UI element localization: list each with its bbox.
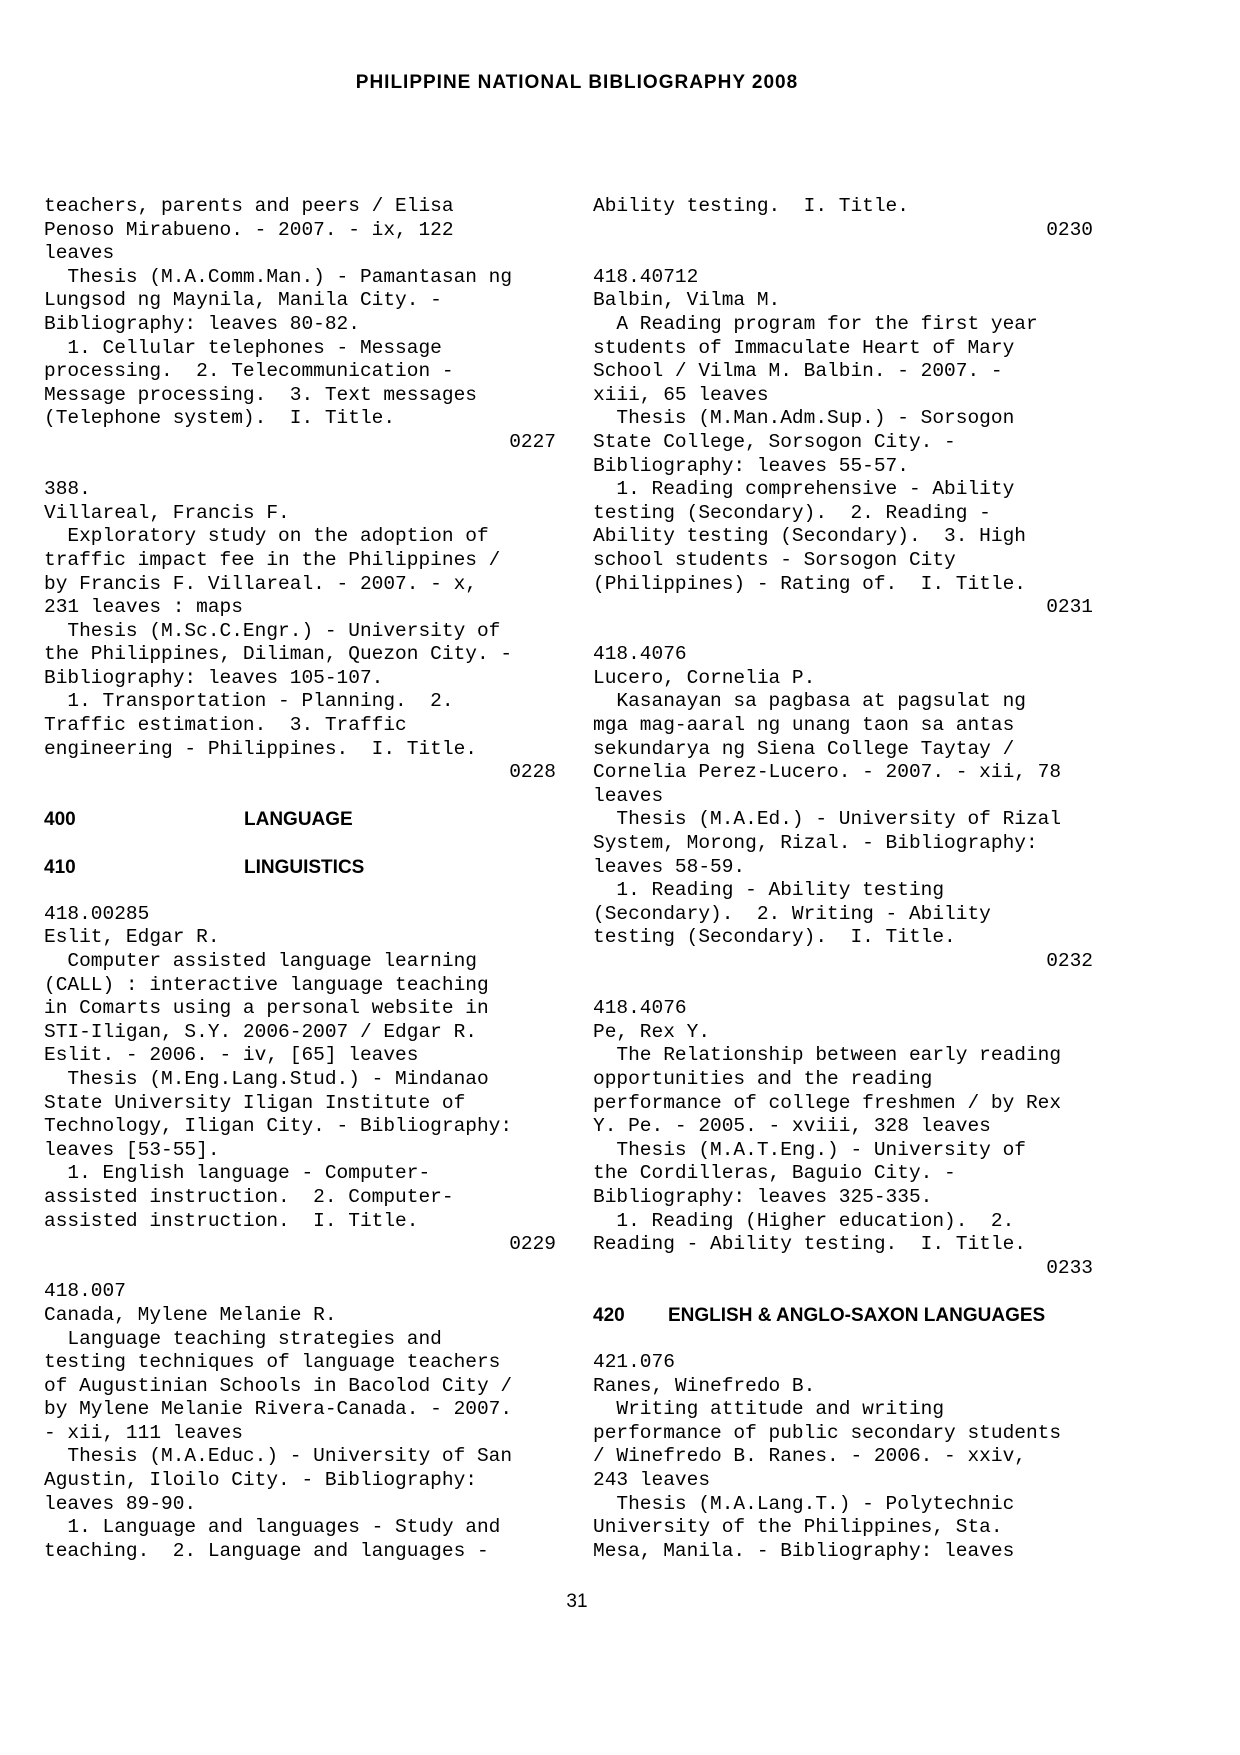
- entry-line: 421.076: [593, 1351, 675, 1374]
- entry-line: University of the Philippines, Sta.: [593, 1516, 1003, 1539]
- entry-line: 388.: [44, 478, 91, 501]
- entry-line: 418.4076: [593, 643, 687, 666]
- section-label: LANGUAGE: [244, 809, 353, 831]
- entry-line: Thesis (M.A.Lang.T.) - Polytechnic: [593, 1492, 1015, 1515]
- blank-line: [44, 455, 556, 479]
- entry-line: students of Immaculate Heart of Mary: [593, 336, 1015, 359]
- entry-line: 1. Reading (Higher education). 2.: [593, 1209, 1015, 1232]
- entry-number: 0229: [509, 1233, 556, 1256]
- entry-number: 0228: [509, 761, 556, 784]
- entry-line: A Reading program for the first year: [593, 312, 1038, 335]
- section-heading: [593, 1304, 1093, 1328]
- entry-line: / Winefredo B. Ranes. - 2006. - xxiv,: [593, 1445, 1026, 1468]
- entry-line: traffic impact fee in the Philippines /: [44, 548, 501, 571]
- entry-line: Exploratory study on the adoption of: [44, 525, 489, 548]
- entry-line: Thesis (M.Man.Adm.Sup.) - Sorsogon: [593, 407, 1015, 430]
- entry-line: Ability testing. I. Title.: [593, 195, 909, 217]
- entry-line: Thesis (M.A.T.Eng.) - University of: [593, 1138, 1026, 1161]
- entry-line: Bibliography: leaves 80-82.: [44, 312, 360, 335]
- entry-line: Thesis (M.A.Ed.) - University of Rizal: [593, 808, 1062, 831]
- entry-line: leaves: [593, 784, 664, 807]
- entry-line: Thesis (M.A.Comm.Man.) - Pamantasan ng: [44, 265, 513, 288]
- entry-line: 418.4076: [593, 997, 687, 1020]
- section-code: 420: [593, 1304, 625, 1326]
- blank-line: [593, 620, 1093, 644]
- right-column: [593, 195, 1093, 1563]
- entry-line: Balbin, Vilma M.: [593, 289, 781, 312]
- page-number: 31: [566, 1591, 588, 1612]
- entry-line: Message processing. 3. Text messages: [44, 383, 477, 406]
- entry-line: leaves 89-90.: [44, 1492, 197, 1515]
- entry-line: Eslit, Edgar R.: [44, 926, 220, 949]
- entry-line: Eslit. - 2006. - iv, [65] leaves: [44, 1044, 419, 1067]
- entry-line: 1. Language and languages - Study and: [44, 1516, 501, 1539]
- entry-line: opportunities and the reading: [593, 1067, 933, 1090]
- entry-line: in Comarts using a personal website in: [44, 997, 489, 1020]
- entry-line: Agustin, Iloilo City. - Bibliography:: [44, 1469, 477, 1492]
- entry-line: 1. Reading - Ability testing: [593, 879, 945, 902]
- entry-line: The Relationship between early reading: [593, 1044, 1062, 1067]
- entry-line: Penoso Mirabueno. - 2007. - ix, 122: [44, 218, 454, 241]
- entry-line: Writing attitude and writing: [593, 1398, 945, 1421]
- entry-line: System, Morong, Rizal. - Bibliography:: [593, 832, 1038, 855]
- entry-line: Technology, Iligan City. - Bibliography:: [44, 1115, 513, 1138]
- entry-line: teachers, parents and peers / Elisa: [44, 195, 454, 217]
- section-label: ENGLISH & ANGLO-SAXON LANGUAGES: [668, 1304, 1046, 1326]
- entry-line: sekundarya ng Siena College Taytay /: [593, 737, 1015, 760]
- entry-line: Lungsod ng Maynila, Manila City. -: [44, 289, 442, 312]
- entry-line: (Telephone system). I. Title.: [44, 407, 396, 430]
- section-heading: [44, 856, 556, 880]
- entry-line: State University Iligan Institute of: [44, 1091, 466, 1114]
- entry-line: Villareal, Francis F.: [44, 501, 290, 524]
- entry-line: assisted instruction. 2. Computer-: [44, 1185, 454, 1208]
- entry-line: by Mylene Melanie Rivera-Canada. - 2007.: [44, 1398, 513, 1421]
- entry-line: Traffic estimation. 3. Traffic: [44, 714, 407, 737]
- entry-number: 0227: [509, 430, 556, 453]
- entry-line: performance of public secondary students: [593, 1421, 1062, 1444]
- entry-line: Lucero, Cornelia P.: [593, 666, 816, 689]
- entry-line: Ranes, Winefredo B.: [593, 1374, 816, 1397]
- entry-number: 0233: [1046, 1256, 1093, 1279]
- entry-line: school students - Sorsogon City: [593, 548, 956, 571]
- entry-line: STI-Iligan, S.Y. 2006-2007 / Edgar R.: [44, 1020, 477, 1043]
- entry-number: 0232: [1046, 950, 1093, 972]
- entry-line: Cornelia Perez-Lucero. - 2007. - xii, 78: [593, 761, 1062, 784]
- blank-line: [593, 1280, 1093, 1304]
- entry-line: performance of college freshmen / by Rex: [593, 1091, 1062, 1114]
- entry-line: Y. Pe. - 2005. - xviii, 328 leaves: [593, 1115, 991, 1138]
- entry-line: teaching. 2. Language and languages -: [44, 1539, 489, 1562]
- entry-line: Reading - Ability testing. I. Title.: [593, 1233, 1026, 1256]
- entry-line: 243 leaves: [593, 1469, 711, 1492]
- entry-line: Bibliography: leaves 325-335.: [593, 1185, 933, 1208]
- entry-line: (Secondary). 2. Writing - Ability: [593, 902, 991, 925]
- entry-line: Computer assisted language learning: [44, 950, 477, 972]
- blank-line: [593, 974, 1093, 998]
- entry-line: (Philippines) - Rating of. I. Title.: [593, 572, 1026, 595]
- entry-line: the Cordilleras, Baguio City. -: [593, 1162, 956, 1185]
- entry-line: 1. Transportation - Planning. 2.: [44, 690, 454, 713]
- entry-line: leaves 58-59.: [593, 855, 746, 878]
- entry-line: Thesis (M.A.Educ.) - University of San: [44, 1445, 513, 1468]
- blank-line: [593, 242, 1093, 266]
- blank-line: [44, 832, 556, 856]
- entry-line: State College, Sorsogon City. -: [593, 430, 956, 453]
- entry-line: testing (Secondary). 2. Reading -: [593, 501, 991, 524]
- section-label: LINGUISTICS: [244, 856, 365, 878]
- entry-line: Canada, Mylene Melanie R.: [44, 1303, 337, 1326]
- entry-line: (CALL) : interactive language teaching: [44, 973, 489, 996]
- entry-line: Thesis (M.Sc.C.Engr.) - University of: [44, 619, 501, 642]
- entry-line: leaves [53-55].: [44, 1138, 220, 1161]
- entry-line: Kasanayan sa pagbasa at pagsulat ng: [593, 690, 1026, 713]
- entry-line: 418.00285: [44, 902, 150, 925]
- entry-line: testing (Secondary). I. Title.: [593, 926, 956, 949]
- entry-line: of Augustinian Schools in Bacolod City /: [44, 1374, 513, 1397]
- page-header: PHILIPPINE NATIONAL BIBLIOGRAPHY 2008: [355, 72, 799, 93]
- entry-line: 231 leaves : maps: [44, 596, 243, 619]
- entry-line: 1. Reading comprehensive - Ability: [593, 478, 1015, 501]
- entry-line: engineering - Philippines. I. Title.: [44, 737, 477, 760]
- blank-line: [44, 1257, 556, 1281]
- entry-line: Ability testing (Secondary). 3. High: [593, 525, 1026, 548]
- entry-number: 0230: [1046, 218, 1093, 241]
- entry-line: 418.40712: [593, 265, 699, 288]
- section-code: 400: [44, 809, 76, 831]
- entry-line: xiii, 65 leaves: [593, 383, 769, 406]
- entry-line: leaves: [44, 242, 115, 265]
- entry-line: mga mag-aaral ng unang taon sa antas: [593, 714, 1015, 737]
- entry-line: Mesa, Manila. - Bibliography: leaves: [593, 1539, 1015, 1562]
- entry-line: Language teaching strategies and: [44, 1327, 442, 1350]
- entry-line: Thesis (M.Eng.Lang.Stud.) - Mindanao: [44, 1067, 489, 1090]
- entry-line: 418.007: [44, 1280, 126, 1303]
- entry-line: assisted instruction. I. Title.: [44, 1209, 419, 1232]
- entry-line: 1. English language - Computer-: [44, 1162, 431, 1185]
- entry-line: 1. Cellular telephones - Message: [44, 336, 442, 359]
- left-column: [44, 195, 556, 1563]
- entry-line: testing techniques of language teachers: [44, 1351, 501, 1374]
- entry-line: Pe, Rex Y.: [593, 1020, 711, 1043]
- section-code: 410: [44, 856, 76, 878]
- entry-line: School / Vilma M. Balbin. - 2007. -: [593, 360, 1003, 383]
- entry-number: 0231: [1046, 596, 1093, 619]
- entry-line: Bibliography: leaves 105-107.: [44, 666, 384, 689]
- blank-line: [44, 785, 556, 809]
- entry-line: processing. 2. Telecommunication -: [44, 360, 454, 383]
- entry-line: the Philippines, Diliman, Quezon City. -: [44, 643, 513, 666]
- entry-line: - xii, 111 leaves: [44, 1421, 243, 1444]
- blank-line: [593, 1328, 1093, 1352]
- entry-line: Bibliography: leaves 55-57.: [593, 454, 909, 477]
- entry-line: by Francis F. Villareal. - 2007. - x,: [44, 572, 477, 595]
- blank-line: [44, 879, 556, 903]
- section-heading: [44, 808, 556, 832]
